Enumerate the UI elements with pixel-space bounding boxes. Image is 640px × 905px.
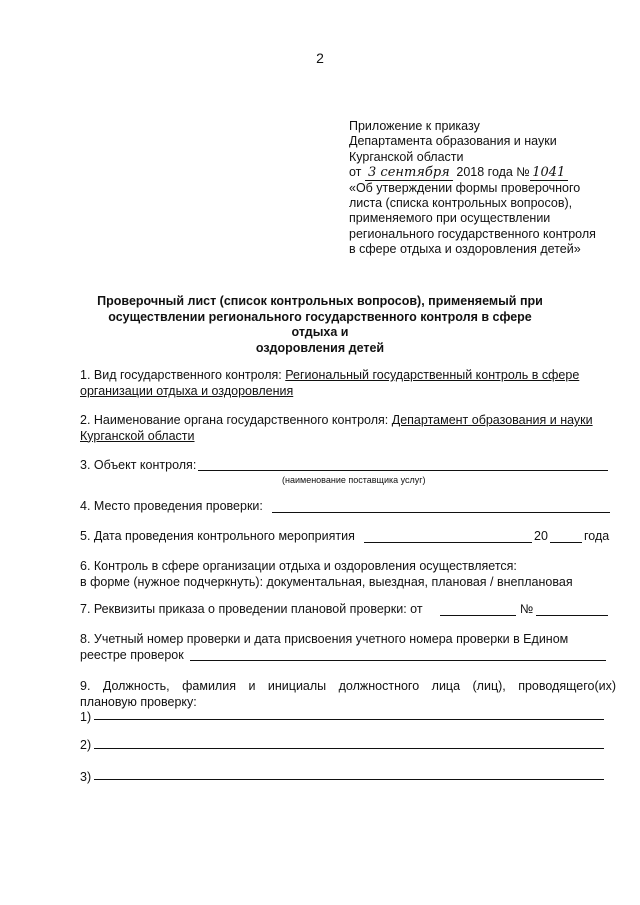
item-6-line: в форме (нужное подчеркнуть): документальная, выездная, плановая / внеплановая xyxy=(80,574,573,589)
item-4-label: 4. Место проведения проверки: xyxy=(80,499,263,513)
item-9-field-3[interactable] xyxy=(94,779,604,780)
item-5-label: 5. Дата проведения контрольного мероприятия xyxy=(80,529,355,543)
item-1-value: Региональный государственный контроль в сфере xyxy=(285,368,580,382)
item-7-date-field[interactable] xyxy=(440,615,516,616)
appendix-line: в сфере отдыха и оздоровления детей» xyxy=(349,242,581,257)
item-9 xyxy=(80,679,617,710)
item-7-number-field[interactable] xyxy=(536,615,608,616)
item-5-year-field[interactable] xyxy=(550,542,582,543)
item-8-line: 8. Учетный номер проверки и дата присвоения учетного номера проверки в Едином xyxy=(80,632,569,646)
item-8-field[interactable] xyxy=(190,660,606,661)
title-line: осуществлении регионального государственного контроля в сфере отдыха и xyxy=(108,309,532,339)
item-9-number-1: 1) xyxy=(80,710,92,724)
item-3-field[interactable] xyxy=(198,470,608,471)
appendix-line: Курганской области xyxy=(349,149,464,164)
appendix-line: применяемого при осуществлении xyxy=(349,211,551,226)
item-9-field-1[interactable] xyxy=(94,719,604,720)
year-text: 2018 года № xyxy=(456,164,530,179)
item-2-value: Департамент образования и науки xyxy=(391,413,593,427)
page-number: 2 xyxy=(316,50,324,66)
handwritten-number: 1041 xyxy=(530,166,568,181)
item-3-label: 3. Объект контроля: xyxy=(80,458,197,472)
item-5-year-prefix: 20 xyxy=(534,529,548,543)
item-8-line: реестре проверок xyxy=(80,647,184,662)
appendix-line: Приложение к приказу xyxy=(349,119,480,133)
item-7-number-sign: № xyxy=(520,602,534,616)
item-6 xyxy=(80,559,612,590)
document-title xyxy=(95,294,545,356)
appendix-date-line xyxy=(349,165,609,181)
item-1-label: 1. Вид государственного контроля: xyxy=(80,368,282,382)
item-2-label: 2. Наименование органа государственного контроля: xyxy=(80,413,389,427)
date-prefix: от xyxy=(349,164,362,179)
item-5 xyxy=(80,529,612,545)
item-9-line: плановую проверку: xyxy=(80,694,197,709)
item-4-field[interactable] xyxy=(272,512,610,513)
appendix-line: листа (списка контрольных вопросов), xyxy=(349,196,573,211)
item-5-date-field[interactable] xyxy=(364,542,532,543)
item-5-year-suffix: года xyxy=(584,529,610,543)
appendix-block xyxy=(349,119,609,257)
title-line: оздоровления детей xyxy=(255,340,385,355)
handwritten-date: 3 сентября xyxy=(365,166,453,181)
title-line: Проверочный лист (список контрольных вопросов), применяемый при xyxy=(97,294,543,308)
item-9-field-2[interactable] xyxy=(94,748,604,749)
appendix-line: «Об утверждении формы проверочного xyxy=(349,180,581,195)
item-7-label: 7. Реквизиты приказа о проведении плановой проверки: от xyxy=(80,602,423,616)
appendix-line: Департамента образования и науки xyxy=(349,134,557,149)
item-9-number-2: 2) xyxy=(80,738,92,752)
item-1 xyxy=(80,368,612,399)
item-9-number-3: 3) xyxy=(80,770,92,784)
item-3 xyxy=(80,458,612,474)
appendix-line: регионального государственного контроля xyxy=(349,226,596,241)
item-3-caption: (наименование поставщика услуг) xyxy=(282,475,426,485)
item-9-line: 9. Должность, фамилия и инициалы должностного лица (лиц), проводящего(их) xyxy=(80,679,617,693)
item-8 xyxy=(80,632,612,663)
item-2 xyxy=(80,413,612,444)
item-2-value-cont: Курганской области xyxy=(80,428,195,443)
item-1-value-cont: организации отдыха и оздоровления xyxy=(80,383,294,398)
item-6-line: 6. Контроль в сфере организации отдыха и оздоровления осуществляется: xyxy=(80,559,517,573)
